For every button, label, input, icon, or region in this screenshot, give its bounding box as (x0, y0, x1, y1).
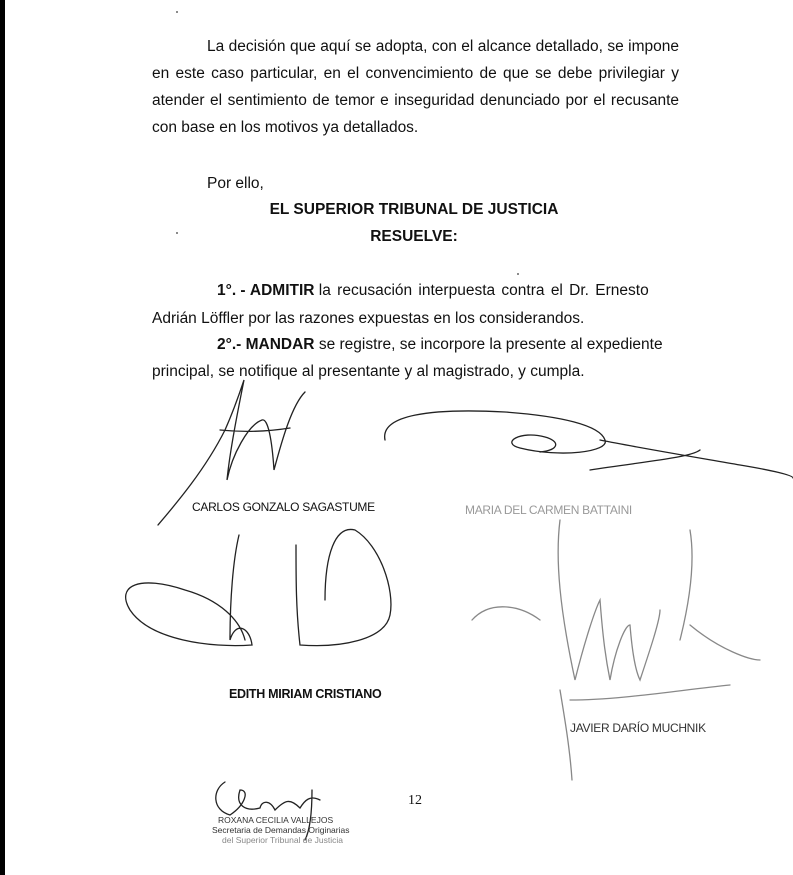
scan-speck (176, 232, 178, 234)
item-2-number: 2°.- (217, 336, 242, 353)
signer-name-battaini: MARIA DEL CARMEN BATTAINI (465, 503, 632, 517)
signature-muchnik (472, 520, 760, 780)
item-1-verb: ADMITIR (249, 282, 315, 299)
page-number: 12 (408, 793, 422, 808)
item-2-verb: MANDAR (245, 336, 315, 353)
item-1-number: 1°. - (217, 282, 246, 299)
signature-battaini (385, 411, 793, 478)
scan-speck (176, 11, 178, 13)
signer-name-sagastume: CARLOS GONZALO SAGASTUME (192, 500, 375, 514)
secretary-stamp-title-1: Secretaria de Demandas Originarias (212, 825, 350, 835)
paragraph-decision: La decisión que aquí se adopta, con el alcance detallado, se impone en este caso particular, en el convencimiento de que se debe privilegiar y atender el sentimiento de temor e inseguridad denunciado por el recusante con base en los motivos ya detallados. (152, 38, 679, 136)
item-2-text-a: se registre, se incorpore la presente al expediente (318, 336, 663, 353)
secretary-stamp-title-2: del Superior Tribunal de Justicia (222, 835, 343, 845)
item-1-text-a: la recusación interpuesta contra el Dr. Ernesto (318, 282, 649, 299)
signature-cristiano (126, 529, 391, 645)
signer-name-muchnik: JAVIER DARÍO MUCHNIK (570, 721, 706, 735)
court-heading: EL SUPERIOR TRIBUNAL DE JUSTICIA (269, 201, 559, 218)
resolution-item-2-line-2: principal, se notifique al presentante y al magistrado, y cumpla. (152, 363, 585, 380)
resolution-item-1-line-2: Adrián Löffler por las razones expuestas en los considerandos. (152, 310, 585, 327)
resuelve-heading: RESUELVE: (370, 228, 458, 245)
signer-name-cristiano: EDITH MIRIAM CRISTIANO (229, 687, 382, 701)
secretary-stamp-name: ROXANA CECILIA VALLEJOS (218, 815, 334, 825)
scan-speck (517, 273, 519, 275)
por-ello-text: Por ello, (207, 175, 264, 192)
